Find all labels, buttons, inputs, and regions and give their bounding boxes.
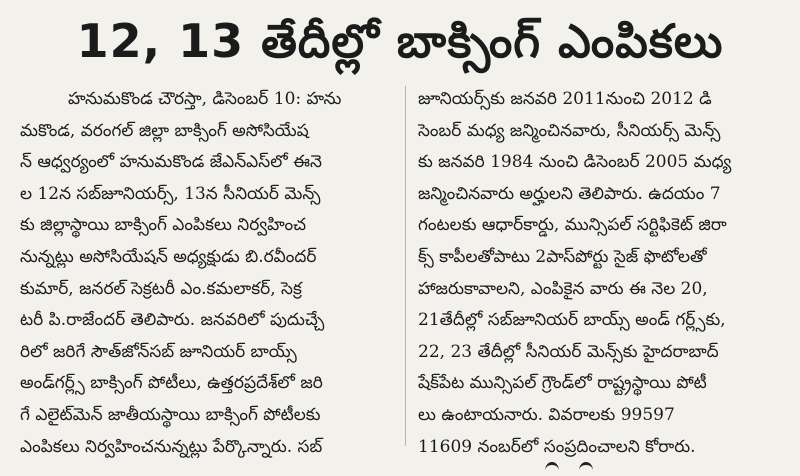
article-line: నున్నట్లు అసోసియేషన్ అధ్యక్షుడు బి.రవీందర్ (20, 246, 317, 267)
article-column-right (418, 84, 786, 464)
article-line: 11609 నంబర్‌లో సంప్రదించాలని కోరారు. (418, 436, 696, 457)
article-line: కు జిల్లాస్థాయి బాక్సింగ్ ఎంపికలు నిర్వహించ (20, 215, 307, 236)
article-headline: 12, 13 తేదీల్లో బాక్సింగ్ ఎంపికలు (76, 14, 724, 68)
article-line: సెంబర్ మధ్య జన్మించినవారు, సీనియర్స్ మెన్స్ (418, 120, 721, 141)
article-line: రిలో జరిగే సౌత్‌జోన్‌సబ్ జూనియర్ బాయ్స్ (20, 341, 297, 362)
article-line: హాజరుకావాలని, ఎంపికైన వారు ఈ నెల 20, (418, 278, 708, 299)
article-line: కు జనవరి 1984 నుంచి డిసెంబర్ 2005 మధ్య (418, 152, 732, 173)
article-line: గంటలకు ఆధార్‌కార్డు, మున్సిపల్ సర్టిఫికెట్ జిరా (418, 215, 727, 236)
article-line: ఎంపికలు నిర్వహించనున్నట్లు పేర్కొన్నారు. సబ్ (20, 436, 323, 457)
article-line: టరీ పి.రాజేందర్ తెలిపారు. జనవరిలో పుదుచ్చే (20, 310, 325, 331)
article-line: 22, 23 తేదీల్లో సీనియర్ మెన్స్‌కు హైదరాబాద్ (418, 341, 719, 362)
article-line: మకొండ, వరంగల్ జిల్లా బాక్సింగ్ అసోసియేష (20, 120, 309, 141)
article-line: జూనియర్స్‌కు జనవరి 2011నుంచి 2012 డి (418, 89, 712, 109)
article-line: షేక్‌పేట మున్సిపల్ గ్రౌండ్‌లో రాష్ట్రస్థాయి పోటీ (418, 373, 707, 394)
article-line: జన్మించినవారు అర్హులని తెలిపారు. ఉదయం 7 (418, 183, 721, 204)
article-line: హనుమకొండ చౌరస్తా, డిసెంబర్ 10: హను (68, 89, 342, 109)
article-column-left (20, 84, 400, 464)
article-line: న్ ఆధ్వర్యంలో హనుమకొండ జేఎన్ఎస్‌లో ఈనె (20, 152, 322, 173)
article-line: క్స్ కాపీలతోపాటు 2పాస్‌పోర్టు సైజ్ ఫొటోలతో (418, 246, 707, 267)
article-line: అండ్‌గర్ల్స్ బాక్సింగ్ పోటీలు, ఉత్తరప్రదేశ్‌లో జరి (20, 373, 323, 394)
article-line: 21తేదీల్లో సబ్‌జూనియర్ బాయ్స్ అండ్ గర్ల్స్‌కు, (418, 310, 726, 331)
next-headline-fragment (545, 462, 625, 476)
article-line: ల 12న సబ్‌జూనియర్స్, 13న సీనియర్ మెన్స్ (20, 183, 321, 204)
article-line: కుమార్, జనరల్ సెక్రటరీ ఎం.కమలాకర్, సెక్ర (20, 278, 302, 299)
article-line: లు ఉంటాయనారు. వివరాలకు 99597 (418, 404, 675, 425)
column-divider (405, 86, 406, 446)
article-line: గే ఎలైట్‌మెన్ జాతీయస్థాయి బాక్సింగ్ పోటీలకు (20, 404, 321, 425)
